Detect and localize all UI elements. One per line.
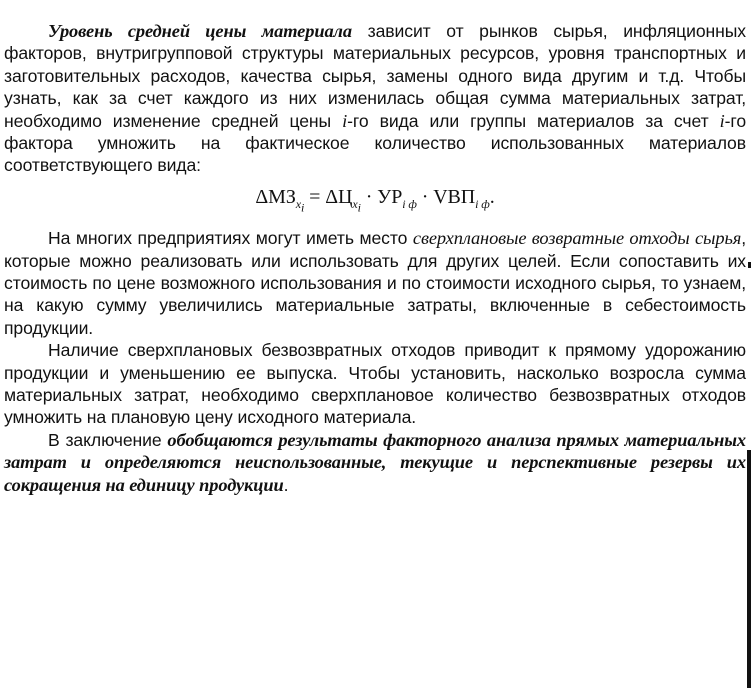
document-body [4,20,746,496]
formula-rhs2-sub: i ф [402,196,417,211]
paragraph-1 [4,20,746,177]
paragraph-4-text-a: В заключение [48,429,168,450]
paragraph-1-text-a: зависит от рынков сырья, инфляционных факторов, внутригрупповой структуры материальных ресурсов, уровня транспортных и заготовительных расходов, качества сырья, замены одного вида другим и т.д. Чтобы узнать, как за счет каждого из них изменилась общая сумма материальных затрат, необходимо изменение средней цены [4,21,746,131]
paragraph-2-text-a: На многих предприятиях могут иметь место [48,228,413,249]
formula-rhs1-sub-x: x [352,196,358,211]
formula-lhs-sub-x: x [295,196,302,211]
paragraph-2 [4,227,746,339]
paragraph-1-text-b: -го вида или группы материалов за счет [347,110,720,131]
formula-eq: = ΔЦ [304,185,353,208]
formula [4,179,746,225]
conclusion-emphasis: обобщаются результаты факторного анализа прямых материальных затрат и определяются неиспользованные, текущие и перспективные резервы их сокращения на единицу продукции [4,429,747,495]
formula-lhs-sub [295,196,305,215]
formula-dot-2: · VВП [416,185,476,208]
formula-rhs1-sub [352,196,361,215]
italic-term: сверхплановые возвратные отходы сырья [412,228,742,249]
formula-rhs1-sub-i: i [357,200,361,215]
formula-lhs-sub-i: i [301,200,305,215]
formula-end: . [489,185,495,208]
paragraph-2-text-b: , которые можно реализовать или использовать для других целей. Если сопоставить их стоимость по цене возможного использования и по стоимости исходного сырья, то узнаем, на какую сумму увеличились материальные затраты, включенные в себестоимость продукции. [4,228,746,338]
index-i-2: i [719,110,725,131]
formula-rhs3-sub: i ф [475,196,490,211]
formula-lhs: ΔМЗ [255,185,296,208]
emphasis-term: Уровень средней цены материала [48,21,352,41]
scan-edge-shadow [747,450,751,688]
paragraph-3 [4,339,746,429]
paragraph-3-text: Наличие сверхплановых безвозвратных отходов приводит к прямому удорожанию продукции и уменьшению ее выпуска. Чтобы установить, насколько возросла сумма материальных затрат, необходимо сверхплановое количество безвозвратных отходов умножить на плановую цену исходного материала. [4,340,746,428]
paragraph-4 [4,429,746,496]
formula-dot-1: · УР [360,185,403,208]
index-i-1: i [342,110,348,131]
paragraph-1-text-c: -го фактора умножить на фактическое количество использованных материалов соответствующего вида: [4,110,746,176]
paragraph-4-text-b: . [283,474,289,495]
